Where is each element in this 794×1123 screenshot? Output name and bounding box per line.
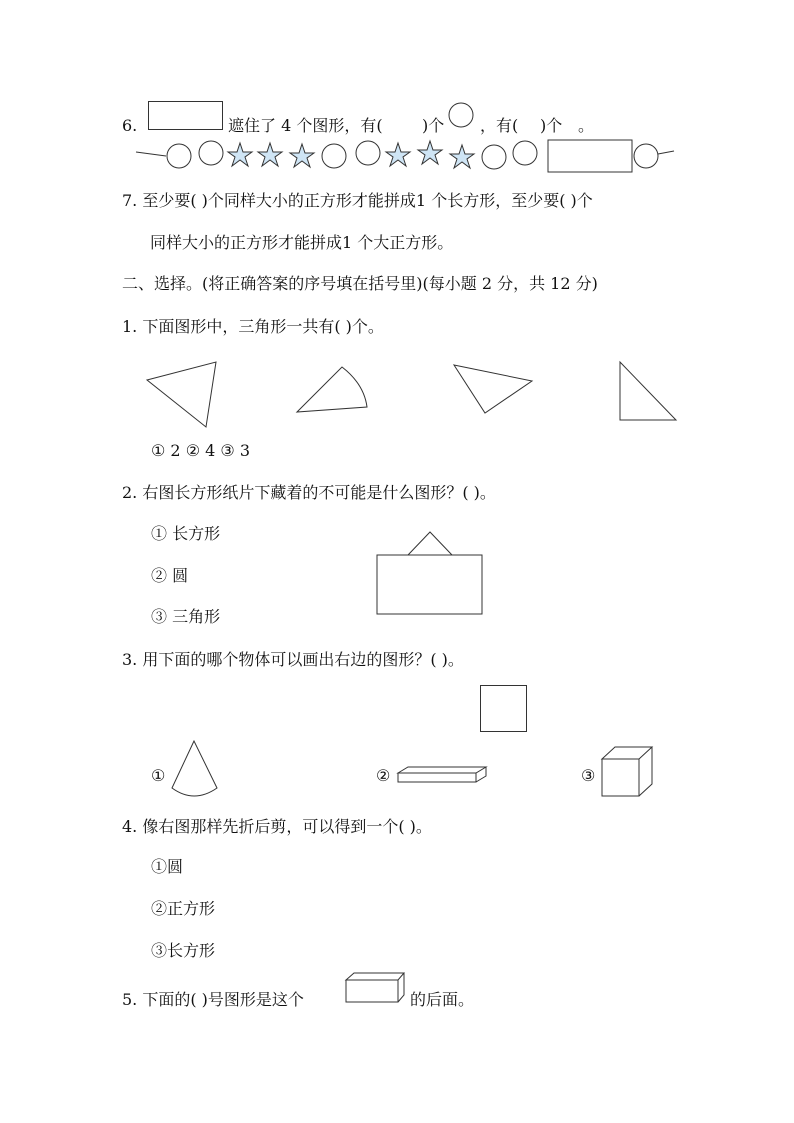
triangle-shape <box>147 362 216 427</box>
q7-line2: 同样大小的正方形才能拼成1 个大正方形。 <box>150 233 454 252</box>
c3-option-1: ① <box>151 766 166 785</box>
q6-cover-rectangle <box>148 101 224 131</box>
chain-circle <box>167 144 191 168</box>
chain-circle <box>199 141 223 165</box>
c3-option-2: ② <box>376 766 391 785</box>
cover-rectangle <box>377 555 482 614</box>
q6-text-c: ，有( <box>480 116 519 135</box>
cube-figure <box>600 744 656 800</box>
q6-text-b: )个 <box>422 116 445 135</box>
c2-question: 2. 右图长方形纸片下藏着的不可能是什么图形？( )。 <box>122 483 496 502</box>
c4-option-3: ③长方形 <box>151 941 216 960</box>
c3-target-square <box>479 684 529 734</box>
right-triangle-shape <box>620 362 676 420</box>
chain-circle <box>356 141 380 165</box>
c5-text-b: 的后面。 <box>410 990 475 1009</box>
star-icon <box>290 144 314 167</box>
sector-shape <box>297 367 367 412</box>
star-icon <box>450 145 474 168</box>
c3-question: 3. 用下面的哪个物体可以画出右边的图形？( )。 <box>122 650 464 669</box>
c1-question: 1. 下面图形中，三角形一共有( )个。 <box>122 317 384 336</box>
triangle-shape <box>454 365 532 413</box>
c4-option-1: ①圆 <box>151 857 184 876</box>
chain-line-right <box>658 151 674 154</box>
star-icon <box>418 141 442 164</box>
q7-line1: 7. 至少要( )个同样大小的正方形才能拼成1 个长方形，至少要( )个 <box>122 191 593 210</box>
chain-circle <box>482 145 506 169</box>
c1-options: ① 2 ② 4 ③ 3 <box>151 441 250 460</box>
q6-number: 6. <box>122 116 138 135</box>
c5-cuboid-figure <box>344 971 408 1005</box>
c3-option-3: ③ <box>581 766 596 785</box>
star-icon <box>386 143 410 166</box>
q6-circle-icon <box>448 102 476 130</box>
chain-circle <box>513 141 537 165</box>
c4-question: 4. 像右图那样先折后剪，可以得到一个( )。 <box>122 817 432 836</box>
star-icon <box>228 143 252 166</box>
section2-title: 二、选择。(将正确答案的序号填在括号里)(每小题 2 分，共 12 分) <box>122 274 598 293</box>
q6-text-a: 遮住了 4 个图形，有( <box>228 116 383 135</box>
chain-circle <box>634 144 658 168</box>
c2-hidden-shape-figure <box>375 530 485 616</box>
c4-option-2: ②正方形 <box>151 899 216 918</box>
chain-circle <box>322 144 346 168</box>
c2-option-2: ② 圆 <box>151 566 189 585</box>
peek-triangle <box>408 532 452 555</box>
c2-option-3: ③ 三角形 <box>151 607 221 626</box>
c1-figures <box>140 356 685 434</box>
shape-chain <box>136 138 676 174</box>
c2-option-1: ① 长方形 <box>151 524 221 543</box>
c5-text-a: 5. 下面的( )号图形是这个 <box>122 990 304 1009</box>
cone-figure <box>168 738 222 800</box>
q6-text-d: )个 <box>540 116 563 135</box>
chain-line-left <box>136 152 166 156</box>
star-icon <box>258 143 282 166</box>
chain-cover-rectangle <box>548 140 632 172</box>
flat-board-figure <box>396 763 490 785</box>
q6-text-e: 。 <box>578 116 595 135</box>
